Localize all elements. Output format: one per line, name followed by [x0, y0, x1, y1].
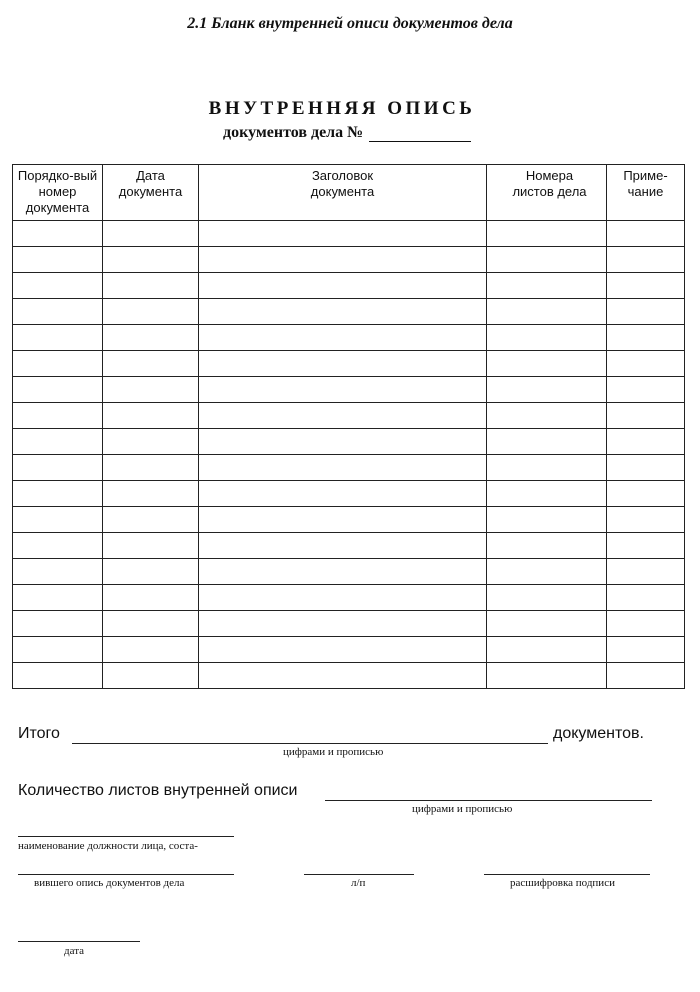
table-cell[interactable]: [103, 351, 199, 377]
table-cell[interactable]: [13, 325, 103, 351]
table-cell[interactable]: [607, 481, 685, 507]
table-cell[interactable]: [103, 221, 199, 247]
table-cell[interactable]: [199, 533, 487, 559]
table-cell[interactable]: [199, 221, 487, 247]
table-cell[interactable]: [487, 559, 607, 585]
table-cell[interactable]: [103, 533, 199, 559]
subtitle-text: документов дела №: [223, 124, 364, 141]
column-header-date: Дата документа: [103, 165, 199, 221]
table-cell[interactable]: [13, 507, 103, 533]
table-row: [13, 273, 685, 299]
table-cell[interactable]: [607, 559, 685, 585]
signature-decoding-field[interactable]: [484, 864, 650, 875]
table-cell[interactable]: [487, 325, 607, 351]
table-cell[interactable]: [13, 273, 103, 299]
table-cell[interactable]: [487, 663, 607, 689]
date-caption: дата: [64, 945, 85, 957]
table-cell[interactable]: [13, 533, 103, 559]
table-cell[interactable]: [13, 611, 103, 637]
table-cell[interactable]: [199, 247, 487, 273]
table-row: [13, 455, 685, 481]
table-cell[interactable]: [103, 299, 199, 325]
table-cell[interactable]: [607, 403, 685, 429]
table-cell[interactable]: [13, 429, 103, 455]
table-cell[interactable]: [13, 403, 103, 429]
signature-decoding-caption: расшифровка подписи: [510, 877, 615, 889]
table-cell[interactable]: [199, 325, 487, 351]
table-cell[interactable]: [607, 273, 685, 299]
table-cell[interactable]: [103, 247, 199, 273]
table-cell[interactable]: [199, 403, 487, 429]
table-row: [13, 481, 685, 507]
table-cell[interactable]: [607, 611, 685, 637]
table-cell[interactable]: [199, 429, 487, 455]
table-cell[interactable]: [199, 585, 487, 611]
table-cell[interactable]: [487, 377, 607, 403]
table-cell[interactable]: [487, 299, 607, 325]
table-cell[interactable]: [607, 325, 685, 351]
table-cell[interactable]: [199, 377, 487, 403]
table-cell[interactable]: [487, 247, 607, 273]
table-row: [13, 533, 685, 559]
table-cell[interactable]: [13, 247, 103, 273]
table-row: [13, 325, 685, 351]
table-cell[interactable]: [607, 429, 685, 455]
table-row: [13, 663, 685, 689]
table-cell[interactable]: [199, 351, 487, 377]
table-cell[interactable]: [487, 351, 607, 377]
sheets-label: Количество листов внутренней описи: [18, 782, 298, 799]
total-caption: цифрами и прописью: [283, 746, 384, 758]
table-cell[interactable]: [607, 221, 685, 247]
table-cell[interactable]: [607, 663, 685, 689]
signature-caption: л/п: [351, 877, 366, 889]
table-cell[interactable]: [487, 273, 607, 299]
table-row: [13, 429, 685, 455]
table-cell[interactable]: [487, 221, 607, 247]
position-field-line-2[interactable]: [18, 864, 234, 875]
table-cell[interactable]: [13, 299, 103, 325]
table-cell[interactable]: [103, 559, 199, 585]
table-cell[interactable]: [13, 585, 103, 611]
form-heading: 2.1 Бланк внутренней описи документов дела: [187, 15, 513, 32]
table-cell[interactable]: [487, 455, 607, 481]
table-cell[interactable]: [103, 429, 199, 455]
table-row: [13, 299, 685, 325]
table-cell[interactable]: [199, 455, 487, 481]
table-row: [13, 507, 685, 533]
table-cell[interactable]: [487, 611, 607, 637]
table-cell[interactable]: [487, 403, 607, 429]
position-caption-2: вившего опись документов дела: [34, 877, 185, 889]
case-number-field[interactable]: [369, 127, 471, 142]
table-cell[interactable]: [103, 481, 199, 507]
sheets-caption: цифрами и прописью: [412, 803, 513, 815]
table-cell[interactable]: [13, 455, 103, 481]
table-cell[interactable]: [607, 637, 685, 663]
column-header-number: Порядко-вый номер документа: [13, 165, 103, 221]
table-cell[interactable]: [199, 273, 487, 299]
table-cell[interactable]: [487, 429, 607, 455]
table-cell[interactable]: [103, 585, 199, 611]
table-cell[interactable]: [103, 325, 199, 351]
table-cell[interactable]: [199, 611, 487, 637]
document-subtitle: [223, 124, 471, 142]
table-cell[interactable]: [487, 637, 607, 663]
column-header-sheets: Номера листов дела: [487, 165, 607, 221]
table-cell[interactable]: [103, 637, 199, 663]
table-cell[interactable]: [607, 507, 685, 533]
table-cell[interactable]: [103, 507, 199, 533]
table-cell[interactable]: [13, 377, 103, 403]
table-row: [13, 377, 685, 403]
table-row: [13, 637, 685, 663]
table-cell[interactable]: [487, 533, 607, 559]
table-header-row: [13, 165, 685, 221]
table-cell[interactable]: [607, 585, 685, 611]
table-cell[interactable]: [13, 637, 103, 663]
table-row: [13, 403, 685, 429]
table-cell[interactable]: [103, 273, 199, 299]
table-cell[interactable]: [607, 455, 685, 481]
position-caption-1: наименование должности лица, соста-: [18, 840, 198, 852]
table-cell[interactable]: [103, 611, 199, 637]
inventory-table: [12, 164, 685, 689]
sheets-field[interactable]: [325, 786, 652, 801]
table-cell[interactable]: [103, 455, 199, 481]
table-cell[interactable]: [13, 351, 103, 377]
table-cell[interactable]: [103, 403, 199, 429]
table-cell[interactable]: [13, 663, 103, 689]
table-row: [13, 351, 685, 377]
table-cell[interactable]: [607, 377, 685, 403]
table-cell[interactable]: [199, 637, 487, 663]
table-cell[interactable]: [13, 221, 103, 247]
table-cell[interactable]: [199, 481, 487, 507]
table-cell[interactable]: [103, 663, 199, 689]
date-field[interactable]: [18, 931, 140, 942]
table-cell[interactable]: [487, 507, 607, 533]
table-cell[interactable]: [199, 663, 487, 689]
table-cell[interactable]: [199, 559, 487, 585]
table-cell[interactable]: [199, 507, 487, 533]
total-label: Итого: [18, 725, 60, 742]
table-cell[interactable]: [607, 299, 685, 325]
total-suffix: документов.: [553, 725, 644, 742]
table-row: [13, 611, 685, 637]
table-cell[interactable]: [607, 533, 685, 559]
total-field[interactable]: [72, 729, 548, 744]
table-row: [13, 585, 685, 611]
table-row: [13, 221, 685, 247]
table-cell[interactable]: [199, 299, 487, 325]
table-cell[interactable]: [607, 247, 685, 273]
table-cell[interactable]: [103, 377, 199, 403]
position-field-line-1[interactable]: [18, 826, 234, 837]
column-header-title: Заголовок документа: [199, 165, 487, 221]
table-row: [13, 247, 685, 273]
table-row: [13, 559, 685, 585]
table-cell[interactable]: [607, 351, 685, 377]
signature-field[interactable]: [304, 864, 414, 875]
table-cell[interactable]: [487, 585, 607, 611]
column-header-note: Приме-чание: [607, 165, 685, 221]
table-cell[interactable]: [13, 559, 103, 585]
table-cell[interactable]: [487, 481, 607, 507]
document-title: ВНУТРЕННЯЯ ОПИСЬ: [208, 98, 476, 119]
table-cell[interactable]: [13, 481, 103, 507]
